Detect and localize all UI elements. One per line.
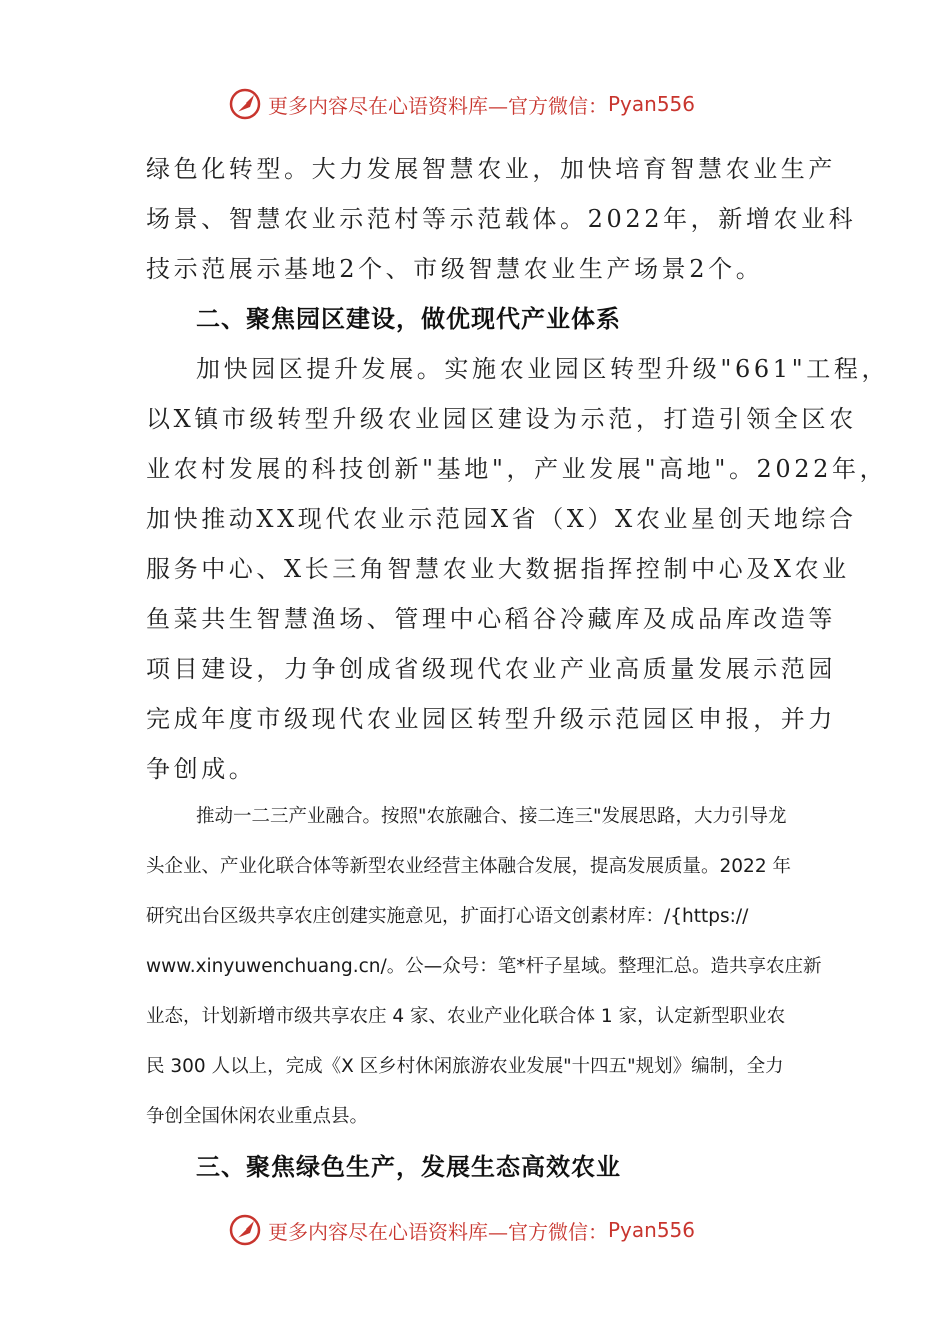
paragraph-line: 争创成。 [146,755,257,783]
banner-wechat-handle: Pyan556 [608,1218,696,1242]
paragraph-line: 研究出台区级共享农庄创建实施意见，扩面打心语文创素材库：/{https:// [146,906,749,927]
paragraph-line: 完成年度市级现代农业园区转型升级示范园区申报，并力 [146,705,836,733]
paragraph-line: 加快推动XX现代农业示范园X省（X）X农业星创天地综合 [146,505,857,533]
paragraph-line: 业农村发展的科技创新"基地"，产业发展"高地"。2022年， [146,455,888,483]
paragraph-line: 场景、智慧农业示范村等示范载体。2022年，新增农业科 [146,205,857,233]
quill-logo-icon [228,1213,262,1247]
paragraph-line: 以X镇市级转型升级农业园区建设为示范，打造引领全区农 [146,405,857,433]
section-heading-2: 二、聚焦园区建设，做优现代产业体系 [196,305,621,333]
banner-wechat-handle: Pyan556 [608,92,696,116]
quill-logo-icon [228,87,262,121]
paragraph-line: 技示范展示基地2个、市级智慧农业生产场景2个。 [146,255,764,283]
paragraph-line: 服务中心、X长三角智慧农业大数据指挥控制中心及X农业 [146,555,850,583]
banner-text: 更多内容尽在心语资料库—官方微信： [268,1219,608,1244]
paragraph-line: 加快园区提升发展。实施农业园区转型升级"661"工程， [196,355,890,383]
footer-banner [228,1210,695,1250]
paragraph-line: 推动一二三产业融合。按照"农旅融合、接二连三"发展思路，大力引导龙 [196,806,787,827]
paragraph-line: www.xinyuwenchuang.cn/。公—众号：笔*杆子星域。整理汇总。造共享农庄新 [146,956,822,977]
paragraph-line: 鱼菜共生智慧渔场、管理中心稻谷冷藏库及成品库改造等 [146,605,836,633]
paragraph-line: 争创全国休闲农业重点县。 [146,1106,369,1127]
banner-text: 更多内容尽在心语资料库—官方微信： [268,93,608,118]
paragraph-line: 绿色化转型。大力发展智慧农业，加快培育智慧农业生产 [146,155,836,183]
section-heading-3: 三、聚焦绿色生产，发展生态高效农业 [196,1153,621,1181]
header-banner [228,84,695,124]
paragraph-line: 业态，计划新增市级共享农庄 4 家、农业产业化联合体 1 家，认定新型职业农 [146,1006,786,1027]
paragraph-line: 民 300 人以上，完成《X 区乡村休闲旅游农业发展"十四五"规划》编制，全力 [146,1056,784,1077]
paragraph-line: 头企业、产业化联合体等新型农业经营主体融合发展，提高发展质量。2022 年 [146,856,791,877]
paragraph-line: 项目建设，力争创成省级现代农业产业高质量发展示范园 [146,655,836,683]
